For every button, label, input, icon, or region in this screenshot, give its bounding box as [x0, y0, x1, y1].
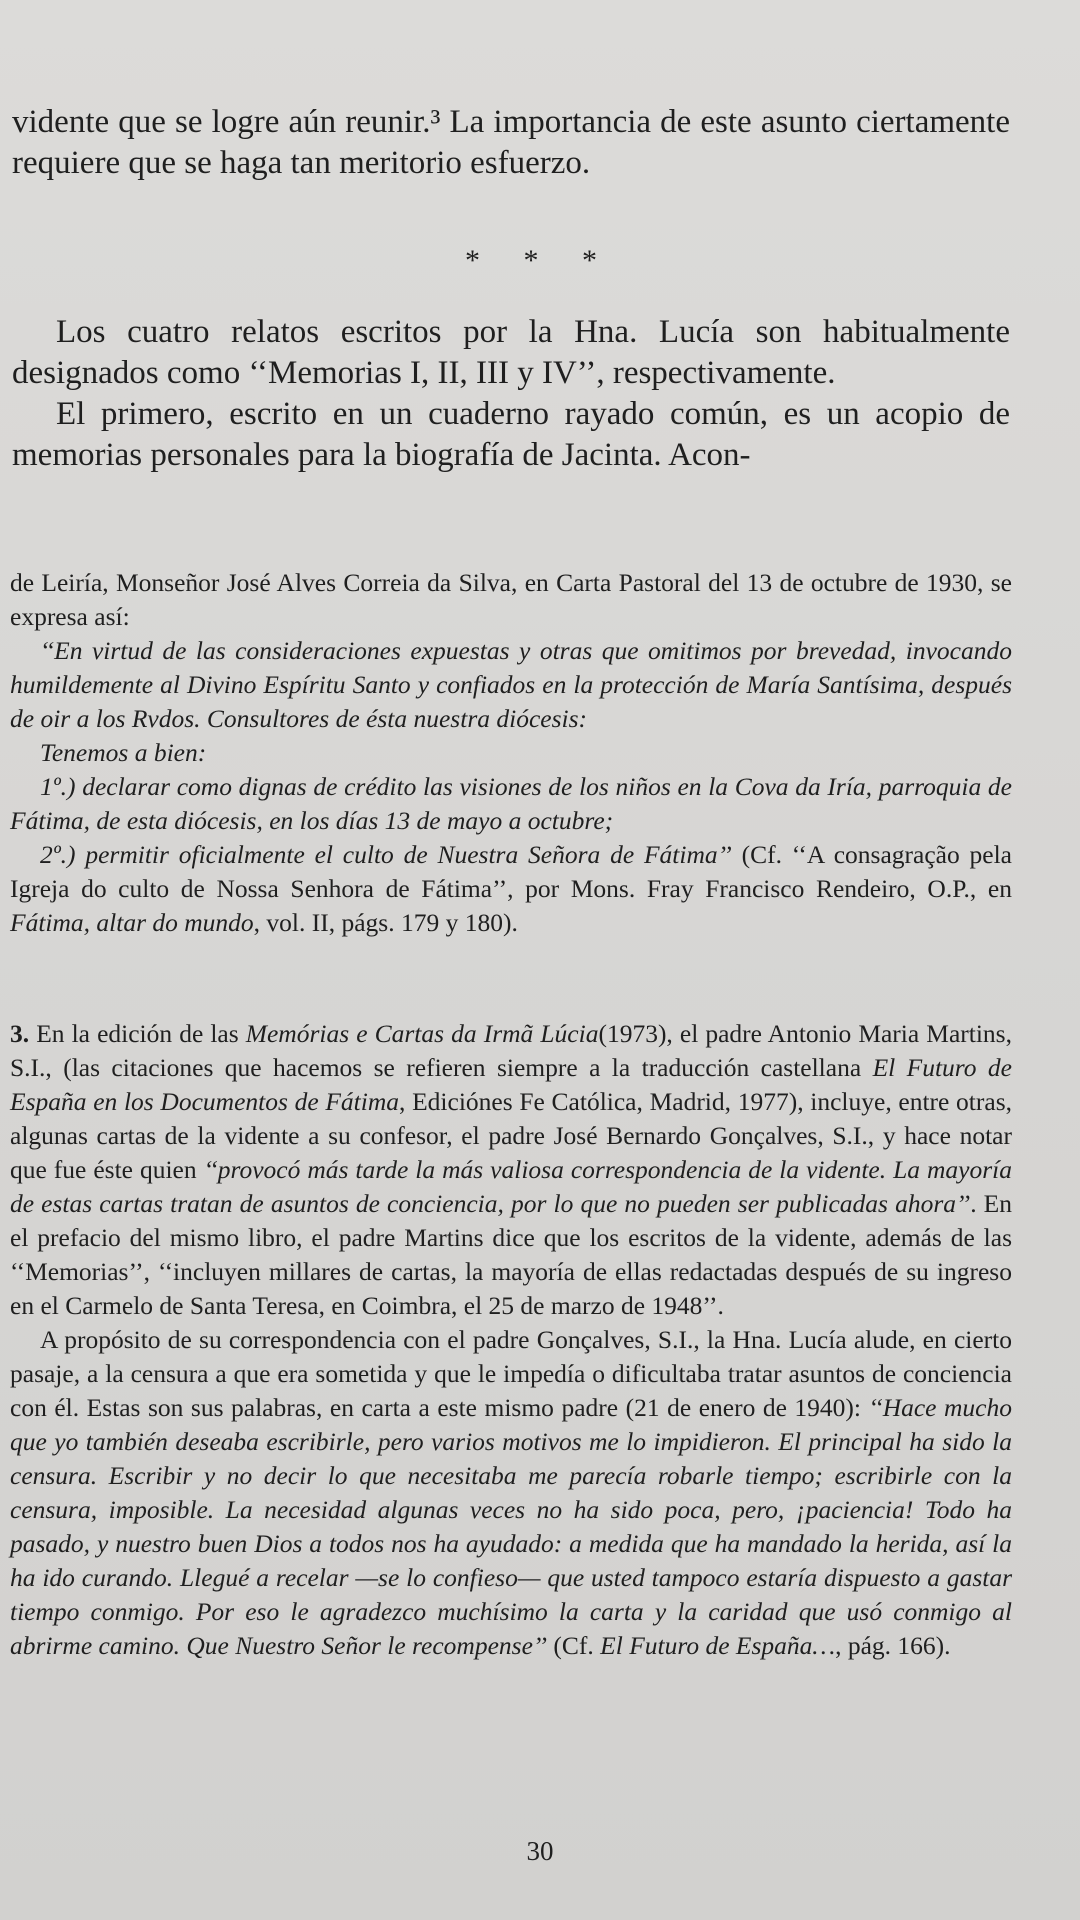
main-text-top: [12, 102, 1010, 184]
footnote-text: , Ediciónes Fe Católica, Madrid, 1977), incluye, entre otras, algunas cartas de la vidente a su confesor, el padre José Bernardo Gonçalves, S.I., y hace notar que fue éste quien: [10, 1087, 1013, 1184]
footnote-continuation: [10, 566, 1012, 940]
quote-text: , vol. II, págs. 179 y 180).: [253, 908, 518, 937]
footnote-text: A propósito de su correspondencia con el padre Gonçalves, S.I., la Hna. Lucía alude, en cierto pasaje, a la censura a que era sometida y que le impedía o dificultaba tratar asuntos de conciencia con él. Estas son sus palabras, en carta a este mismo padre (21 de enero de 1940):: [10, 1325, 1012, 1422]
footnote-3-paragraph-2: [10, 1323, 1012, 1663]
footnote-quote: Tenemos a bien:: [40, 738, 207, 767]
footnote-text: (Cf.: [547, 1631, 601, 1660]
footnote-text: (1973), el padre Antonio Maria Martins, S.I., (las citaciones que hacemos se refieren siempre a la traducción castellana: [10, 1019, 1012, 1082]
footnote-3: [10, 1017, 1012, 1663]
quote-italic: 2º.) permitir oficialmente el culto de Nuestra Señora de Fátima’’: [40, 840, 732, 869]
footnote-quote-end: [10, 838, 1012, 940]
book-title: El Futuro de España…: [600, 1631, 836, 1660]
footnote-quote: 1º.) declarar como dignas de crédito las visiones de los niños en la Cova da Iría, parroquia de Fátima, de esta diócesis, en los días 13 de mayo a octubre;: [10, 772, 1012, 835]
footnote-number: 3.: [10, 1019, 30, 1048]
quote-italic: ‘‘Hace mucho que yo también deseaba escribirle, pero varios motivos me lo impidieron. El principal ha sido la censura. Escribir y no decir lo que necesitaba me parecía robarle tiempo; escribirle con la censura, imposible. La necesidad algunas veces no ha sido poca, pero, ¡paciencia! Todo ha pasado, y nuestro buen Dios a todos nos ha ayudado: a medida que ha mandado la herida, así la ha ido curando. Llegué a recelar —se lo confieso— que usted tampoco estaría dispuesto a gastar tiempo conmigo. Por eso le agradezco muchísimo la carta y la caridad que usó conmigo al abrirme camino. Que Nuestro Señor le recompense’’: [10, 1393, 1012, 1660]
footnote-text: En la edición de las: [29, 1019, 246, 1048]
footnote-3-paragraph: [10, 1017, 1012, 1323]
quote-text: (Cf. ‘‘A consagração pela Igreja do culto de Nossa Senhora de Fátima’’, por Mons. Fray Francisco Rendeiro, O.P., en: [10, 840, 1013, 903]
book-title: Fátima, altar do mundo: [10, 908, 254, 937]
footnote-text: . En el prefacio del mismo libro, el padre Martins dice que los escritos de la vidente, además de las ‘‘Memorias’’, ‘‘incluyen millares de cartas, la mayoría de ellas redactadas después de su ingreso en el Carmelo de Santa Teresa, en Coimbra, el 25 de marzo de 1948’’.: [10, 1189, 1013, 1320]
paragraph-primero: El primero, escrito en un cuaderno rayado común, es un acopio de memorias personales para la biografía de Jacinta. Acon-: [12, 396, 1010, 473]
quote-italic: ‘‘provocó más tarde la más valiosa correspondencia de la vidente. La mayoría de estas cartas tratan de asuntos de conciencia, por lo que no pueden ser publicadas ahora’’: [10, 1155, 1012, 1218]
paragraph-continuation: vidente que se logre aún reunir.³ La importancia de este asunto ciertamente requiere que se haga tan meritorio esfuerzo.: [12, 104, 1010, 181]
main-text-body: [12, 312, 1010, 476]
paragraph-memorias: Los cuatro relatos escritos por la Hna. Lucía son habitualmente designados como ‘‘Memorias I, II, III y IV’’, respectivamente.: [12, 314, 1010, 391]
section-separator: * * *: [465, 244, 615, 277]
footnote-line: de Leiría, Monseñor José Alves Correia da Silva, en Carta Pastoral del 13 de octubre de 1930, se expresa así:: [10, 568, 1012, 631]
page-number: 30: [526, 1836, 554, 1866]
footnote-text: , pág. 166).: [835, 1631, 951, 1660]
footnote-quote: ‘‘En virtud de las consideraciones expuestas y otras que omitimos por brevedad, invocando humildemente al Divino Espíritu Santo y confiados en la protección de María Santísima, después de oir a los Rvdos. Consultores de ésta nuestra diócesis:: [10, 636, 1012, 733]
book-title: El Futuro de España en los Documentos de Fátima: [10, 1053, 1012, 1116]
book-title: Memórias e Cartas da Irmã Lúcia: [245, 1019, 599, 1048]
